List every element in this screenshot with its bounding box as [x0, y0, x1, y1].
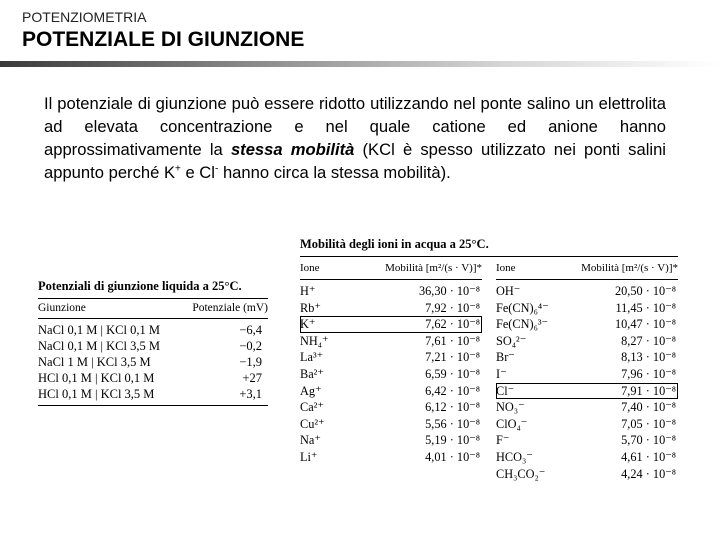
cation-row [300, 416, 482, 433]
cation-row [300, 399, 482, 416]
anion-row [496, 399, 678, 416]
mobility-value: 6,59 · 10⁻⁸ [425, 366, 480, 381]
mobility-value: 7,05 · 10⁻⁸ [621, 416, 676, 431]
ion-name: Fe(CN)₆⁴⁻ [496, 300, 549, 315]
ion-name: Ag⁺ [300, 383, 322, 398]
cation-row [300, 300, 482, 317]
anion-row [496, 349, 678, 366]
junction-table-body [38, 322, 268, 402]
potential-cell: +27 [242, 371, 262, 385]
junction-cell: NaCl 0,1 M | KCl 3,5 M [38, 339, 160, 353]
mobility-value: 5,56 · 10⁻⁸ [425, 416, 480, 431]
anion-row-highlighted [496, 383, 678, 400]
cation-row [300, 349, 482, 366]
mobility-value: 8,13 · 10⁻⁸ [621, 350, 676, 365]
anion-row [496, 432, 678, 449]
ion-name: F⁻ [496, 433, 510, 448]
ion-name: Ba²⁺ [300, 366, 324, 381]
junction-row [38, 338, 268, 354]
cation-row [300, 333, 482, 350]
mobility-value: 7,40 · 10⁻⁸ [621, 400, 676, 415]
junction-row [38, 354, 268, 370]
mobility-value: 7,96 · 10⁻⁸ [621, 366, 676, 381]
cation-row [300, 383, 482, 400]
cation-row [300, 283, 482, 300]
mobility-value: 7,92 · 10⁻⁸ [425, 300, 480, 315]
mobility-value: 6,42 · 10⁻⁸ [425, 383, 480, 398]
mobility-value: 4,01 · 10⁻⁸ [425, 449, 480, 464]
mobility-table-caption: Mobilità degli ioni in acqua a 25°C. [300, 237, 489, 251]
junction-cell: HCl 0,1 M | KCl 0,1 M [38, 371, 155, 385]
mobility-value: 11,45 · 10⁻⁸ [615, 300, 676, 315]
junction-table-header: Giunzione Potenziale (mV) [38, 302, 268, 314]
mobility-value: 4,24 · 10⁻⁸ [621, 466, 676, 481]
mobility-value: 7,61 · 10⁻⁸ [425, 333, 480, 348]
section-subtitle: POTENZIOMETRIA [22, 9, 147, 25]
emphasis-text: stessa mobilità [230, 140, 355, 159]
mobility-value: 8,27 · 10⁻⁸ [621, 333, 676, 348]
cation-row [300, 366, 482, 383]
cation-row [300, 432, 482, 449]
ion-name: Na⁺ [300, 433, 321, 448]
mobility-value: 10,47 · 10⁻⁸ [615, 317, 676, 332]
cation-row-highlighted [300, 316, 482, 333]
ion-name: Li⁺ [300, 449, 318, 464]
cation-row [300, 449, 482, 466]
potential-cell: −6,4 [239, 323, 262, 337]
potential-cell: +3,1 [239, 387, 262, 401]
mobility-value: 36,30 · 10⁻⁸ [419, 284, 480, 298]
junction-cell: NaCl 1 M | KCl 3,5 M [38, 355, 151, 369]
ion-name: NO₃⁻ [496, 400, 525, 415]
mobility-value: 6,12 · 10⁻⁸ [425, 400, 480, 415]
junction-potential-table [38, 279, 268, 406]
ion-name: I⁻ [496, 366, 507, 381]
cation-header: Ione Mobilità [m²/(s · V)]* [300, 257, 482, 280]
ion-name: Br⁻ [496, 350, 515, 365]
ion-name: Rb⁺ [300, 300, 321, 315]
ion-name: Cu²⁺ [300, 416, 325, 431]
ion-name: Fe(CN)₆³⁻ [496, 317, 549, 332]
ion-mobility-table [300, 237, 678, 482]
ion-name: OH⁻ [496, 284, 521, 298]
anion-rows [496, 283, 678, 482]
junction-row [38, 386, 268, 402]
anion-row [496, 316, 678, 333]
junction-cell: NaCl 0,1 M | KCl 0,1 M [38, 323, 160, 337]
ion-name: La³⁺ [300, 350, 324, 365]
junction-cell: HCl 0,1 M | KCl 3,5 M [38, 387, 155, 401]
page-title: POTENZIALE DI GIUNZIONE [22, 28, 305, 51]
ion-name: HCO₃⁻ [496, 449, 533, 464]
mobility-value: 4,61 · 10⁻⁸ [621, 449, 676, 464]
mobility-value: 7,21 · 10⁻⁸ [425, 350, 480, 365]
mobility-value: 7,62 · 10⁻⁸ [425, 317, 480, 332]
ion-name: ClO₄⁻ [496, 416, 528, 431]
anion-row [496, 466, 678, 483]
explanation-paragraph: Il potenziale di giunzione può essere ridotto utilizzando nel ponte salino un elettrolita ad elevata concentrazione e nel quale catione ed anione hanno approssimativamente la stessa mobilità (KCl è spesso utilizzato nei ponti salini appunto perché K+ e Cl- hanno circa la stessa mobilità). [44, 94, 666, 182]
ion-name: Ca²⁺ [300, 400, 324, 415]
junction-row [38, 370, 268, 386]
anion-row [496, 366, 678, 383]
junction-table-caption: Potenziali di giunzione liquida a 25°C. [38, 279, 242, 293]
mobility-value: 5,70 · 10⁻⁸ [621, 433, 676, 448]
anion-column [496, 257, 678, 482]
anion-row [496, 449, 678, 466]
ion-name: Cl⁻ [496, 383, 515, 398]
ion-name: CH₃CO₂⁻ [496, 466, 546, 481]
cation-column [300, 257, 482, 482]
ion-name: K⁺ [300, 317, 316, 332]
mobility-value: 5,19 · 10⁻⁸ [425, 433, 480, 448]
anion-row [496, 333, 678, 350]
anion-row [496, 283, 678, 300]
mobility-value: 7,91 · 10⁻⁸ [621, 383, 676, 398]
ion-name: SO₄²⁻ [496, 333, 527, 348]
anion-row [496, 300, 678, 317]
potential-cell: −0,2 [239, 339, 262, 353]
mobility-value: 20,50 · 10⁻⁸ [615, 284, 676, 298]
anion-row [496, 416, 678, 433]
anion-header: Ione Mobilità [m²/(s · V)]* [496, 257, 678, 280]
ion-name: NH₄⁺ [300, 333, 329, 348]
cation-rows [300, 283, 482, 466]
title-divider [0, 61, 720, 67]
ion-name: H⁺ [300, 284, 316, 298]
junction-row [38, 322, 268, 338]
potential-cell: −1,9 [239, 355, 262, 369]
